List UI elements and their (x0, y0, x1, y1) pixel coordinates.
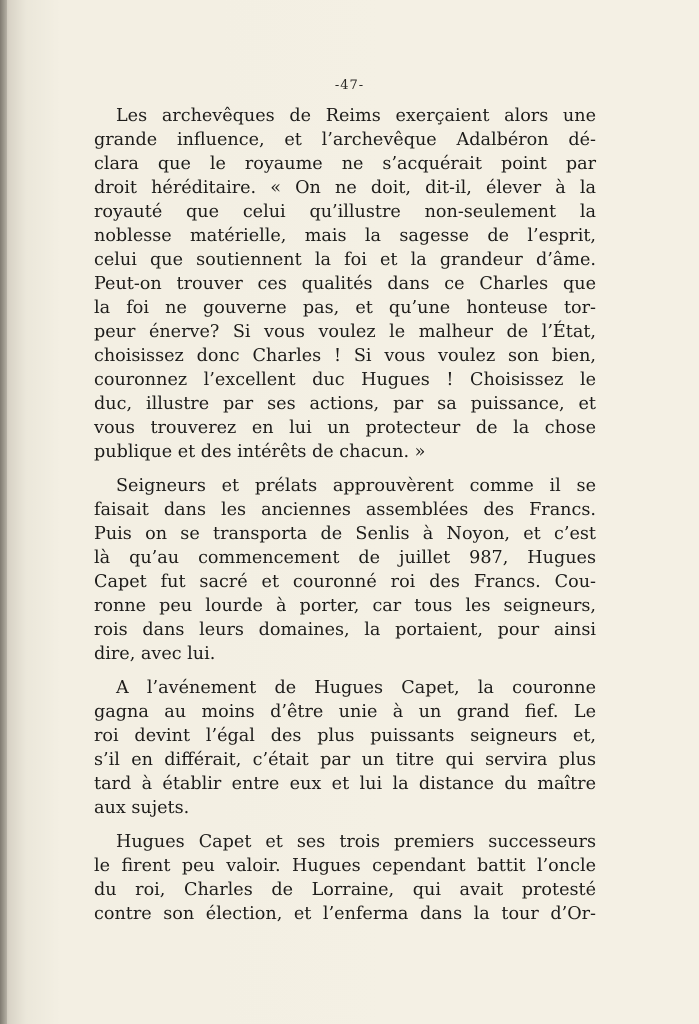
text-line: publique et des intérêts de chacun. » (94, 442, 426, 462)
text-line: du roi, Charles de Lorraine, qui avait protesté (94, 880, 596, 900)
text-line: Seigneurs et prélats approuvèrent comme il se (116, 476, 596, 496)
text-line: celui que soutiennent la foi et la grandeur d’âme. (94, 250, 596, 270)
text-line: tard à établir entre eux et lui la distance du maître (94, 774, 596, 794)
text-line: aux sujets. (94, 798, 190, 818)
text-line: duc, illustre par ses actions, par sa puissance, et (94, 394, 596, 414)
text-line: grande influence, et l’archevêque Adalbéron dé- (94, 130, 596, 150)
text-line: contre son élection, et l’enferma dans la tour d’Or- (94, 904, 596, 924)
text-line: clara que le royaume ne s’acquérait point par (94, 154, 596, 174)
text-line: la foi ne gouverne pas, et qu’une honteuse tor- (94, 298, 596, 318)
text-line: s’il en différait, c’était par un titre qui servira plus (94, 750, 596, 770)
text-line: noblesse matérielle, mais la sagesse de l’esprit, (94, 226, 596, 246)
text-line: le firent peu valoir. Hugues cependant battit l’oncle (94, 856, 596, 876)
text-line: Puis on se transporta de Senlis à Noyon, et c’est (94, 524, 596, 544)
text-line: faisait dans les anciennes assemblées des Francs. (94, 500, 596, 520)
text-line: droit héréditaire. « On ne doit, dit-il, élever à la (94, 178, 596, 198)
paragraph-2 (94, 474, 596, 666)
text-line: Capet fut sacré et couronné roi des Francs. Cou- (94, 572, 596, 592)
text-line: Les archevêques de Reims exerçaient alors une (116, 106, 596, 126)
text-line: roi devint l’égal des plus puissants seigneurs et, (94, 726, 596, 746)
text-line: royauté que celui qu’illustre non-seulement la (94, 202, 596, 222)
text-line: rois dans leurs domaines, la portaient, pour ainsi (94, 620, 596, 640)
text-line: là qu’au commencement de juillet 987, Hugues (94, 548, 596, 568)
text-line: dire, avec lui. (94, 644, 216, 664)
text-line: gagna au moins d’être unie à un grand fief. Le (94, 702, 596, 722)
page-number: -47- (334, 78, 365, 93)
paragraph-1 (94, 104, 596, 464)
text-line: choisissez donc Charles ! Si vous voulez son bien, (94, 346, 596, 366)
text-line: vous trouverez en lui un protecteur de la chose (94, 418, 596, 438)
book-binding-edge (0, 0, 7, 1024)
body-text (94, 104, 596, 936)
text-line: Peut-on trouver ces qualités dans ce Charles que (94, 274, 596, 294)
text-line: peur énerve? Si vous voulez le malheur de l’État, (94, 322, 596, 342)
paragraph-3 (94, 676, 596, 820)
text-line: Hugues Capet et ses trois premiers successeurs (116, 832, 596, 852)
paragraph-4 (94, 830, 596, 926)
text-line: A l’avénement de Hugues Capet, la couronne (116, 678, 596, 698)
text-line: ronne peu lourde à porter, car tous les seigneurs, (94, 596, 596, 616)
text-line: couronnez l’excellent duc Hugues ! Choisissez le (94, 370, 596, 390)
